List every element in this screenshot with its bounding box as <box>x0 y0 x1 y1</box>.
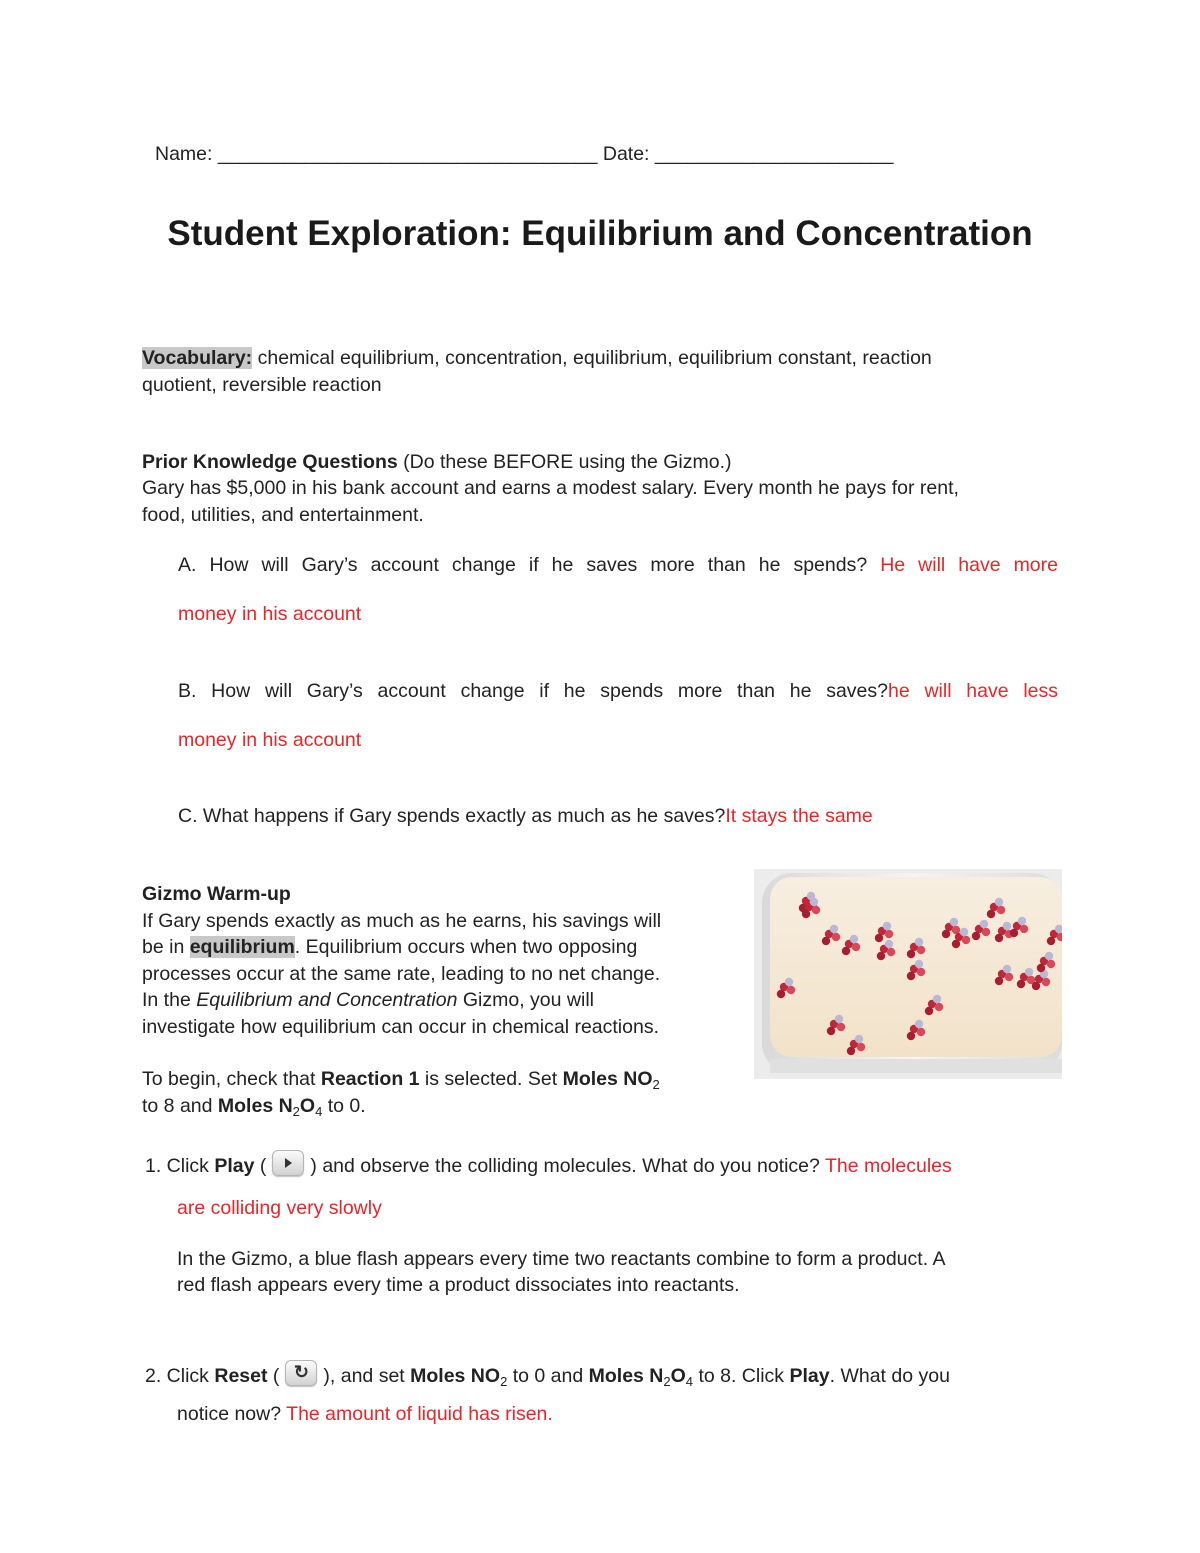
instr2-moles-n: Moles N <box>217 1095 293 1117</box>
q1-post: ) and observe the colliding molecules. What do you notice? <box>310 1155 820 1177</box>
date-blank[interactable]: ______________________ <box>654 143 894 165</box>
question-2-line-2 <box>177 1403 553 1426</box>
vocabulary-label: Vocabulary: <box>142 347 253 369</box>
prior-heading: Prior Knowledge Questions <box>142 451 398 473</box>
q2-f: to 0 and <box>507 1365 589 1387</box>
question-a <box>178 554 1058 577</box>
q1-info-2: red flash appears every time a product dissociates into reactants. <box>177 1274 740 1296</box>
sub-2: 2 <box>652 1077 660 1092</box>
instr2-o: O <box>299 1095 316 1117</box>
instr1-moles-no: Moles NO <box>562 1068 653 1090</box>
q2-moles-no: Moles NO <box>410 1365 501 1387</box>
date-label: Date: <box>602 143 650 165</box>
prior-heading-note: (Do these BEFORE using the Gizmo.) <box>397 451 732 473</box>
q2-reset-label: Reset <box>214 1365 268 1387</box>
answer-1-part-1[interactable]: The molecules <box>824 1155 952 1177</box>
question-c <box>178 805 873 828</box>
warmup-line-3: processes occur at the same rate, leading to no net change. <box>142 963 661 985</box>
warmup-line-2-pre: be in <box>142 936 190 958</box>
q2-k: . What do you <box>829 1365 950 1387</box>
page-title: Student Exploration: Equilibrium and Concentration <box>167 214 1033 253</box>
prior-text-2: food, utilities, and entertainment. <box>142 504 424 526</box>
vocabulary-line-1 <box>142 347 932 370</box>
sub-4: 4 <box>685 1374 694 1389</box>
vocabulary-line-2: quotient, reversible reaction <box>142 374 382 396</box>
instr2-d: to 0. <box>322 1095 366 1117</box>
name-blank[interactable]: ___________________________________ <box>217 143 598 165</box>
q1-pre: 1. Click <box>145 1155 215 1177</box>
prior-text-1: Gary has $5,000 in his bank account and earns a modest salary. Every month he pays for rent, <box>142 477 959 499</box>
name-date-line <box>155 143 893 166</box>
instr2-a: to 8 and <box>142 1095 218 1117</box>
answer-1-part-2[interactable]: are colliding very slowly <box>177 1197 382 1219</box>
answer-2[interactable]: The amount of liquid has risen. <box>286 1403 553 1425</box>
sub-2: 2 <box>500 1374 508 1389</box>
answer-a-1[interactable]: He will have more <box>880 554 1058 576</box>
q2-c: ( <box>267 1365 280 1387</box>
q2-l: notice now? <box>177 1403 282 1425</box>
warmup-line-2 <box>142 936 637 959</box>
q2-i: to 8. Click <box>693 1365 790 1387</box>
answer-c[interactable]: It stays the same <box>725 805 873 827</box>
reset-button-icon[interactable]: ↻ <box>285 1360 317 1386</box>
warmup-heading <box>142 883 291 906</box>
q1-paren: ( <box>254 1155 267 1177</box>
warmup-instruction-2 <box>142 1095 366 1118</box>
answer-a-2[interactable]: money in his account <box>178 603 362 625</box>
prior-heading-line <box>142 451 732 474</box>
warmup-line-4-post: Gizmo, you will <box>457 989 594 1011</box>
warmup-line-5: investigate how equilibrium can occur in chemical reactions. <box>142 1016 659 1038</box>
question-1 <box>145 1150 952 1178</box>
q1-play-label: Play <box>214 1155 255 1177</box>
warmup-line-4-pre: In the <box>142 989 197 1011</box>
question-2 <box>145 1360 950 1388</box>
vocabulary-terms-1: chemical equilibrium, concentration, equilibrium, equilibrium constant, reaction <box>252 347 932 369</box>
q2-a: 2. Click <box>145 1365 215 1387</box>
question-b-text: B. How will Gary’s account change if he spends more than he saves? <box>178 680 888 702</box>
sub-2: 2 <box>663 1374 671 1389</box>
answer-b-2[interactable]: money in his account <box>178 729 362 751</box>
question-b <box>178 680 1058 703</box>
warmup-line-4 <box>142 989 594 1012</box>
question-c-text: C. What happens if Gary spends exactly as much as he saves? <box>178 805 726 827</box>
q2-d: ), and set <box>323 1365 411 1387</box>
q2-o: O <box>670 1365 686 1387</box>
q2-play-label: Play <box>789 1365 830 1387</box>
q2-moles-n: Moles N <box>588 1365 664 1387</box>
instr1-a: To begin, check that <box>142 1068 321 1090</box>
warmup-heading-text: Gizmo Warm-up <box>142 883 291 905</box>
question-a-text: A. How will Gary’s account change if he saves more than he spends? <box>178 554 868 576</box>
instr1-c: is selected. Set <box>419 1068 563 1090</box>
warmup-line-2-post: . Equilibrium occurs when two opposing <box>294 936 638 958</box>
instr1-reaction: Reaction 1 <box>320 1068 420 1090</box>
warmup-instruction-1 <box>142 1068 660 1091</box>
answer-b-1[interactable]: he will have less <box>888 680 1058 702</box>
gizmo-name: Equilibrium and Concentration <box>196 989 458 1011</box>
sub-4: 4 <box>315 1104 323 1119</box>
q1-info-1: In the Gizmo, a blue flash appears every time two reactants combine to form a product. A <box>177 1248 946 1270</box>
equilibrium-term: equilibrium <box>189 936 295 958</box>
warmup-line-1: If Gary spends exactly as much as he earns, his savings will <box>142 910 662 932</box>
gizmo-molecules-image <box>754 869 1062 1079</box>
name-label: Name: <box>155 143 213 165</box>
sub-2: 2 <box>292 1104 300 1119</box>
play-button-icon[interactable] <box>272 1150 304 1176</box>
